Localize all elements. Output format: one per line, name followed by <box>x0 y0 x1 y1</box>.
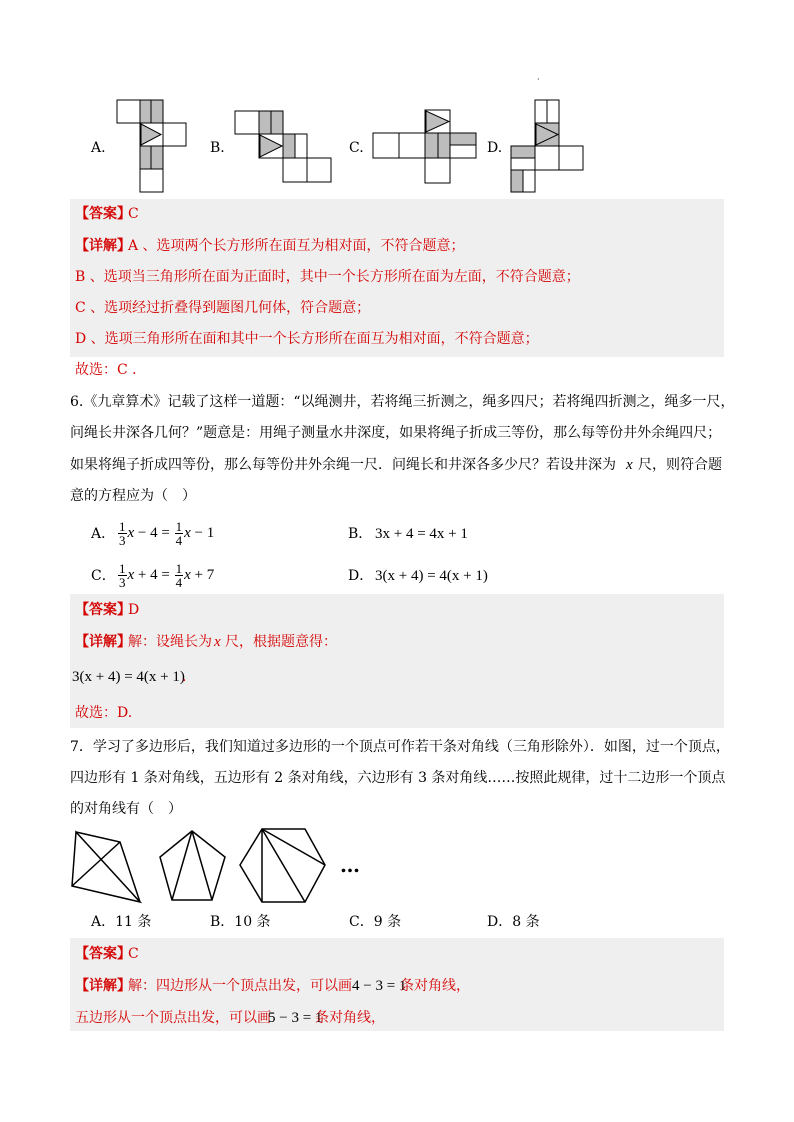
q5-answer-value: C <box>128 206 139 222</box>
q7-option-d: D．8 条 <box>487 914 540 930</box>
q6-option-a-label: A． <box>91 526 116 542</box>
q6-answer-value: D <box>128 602 140 618</box>
q5-conclusion: 故选：C . <box>75 362 137 378</box>
q5-detail-line: D 、选项三角形所在面和其中一个长方形所在面互为相对面，不符合题意； <box>75 331 539 347</box>
q7-detail-text: 条对角线， <box>315 1010 385 1026</box>
q5-net-d <box>510 99 585 194</box>
q7-detail-text: 条对角线， <box>400 978 470 994</box>
q7-detail-text: 解：四边形从一个顶点出发，可以画 <box>128 978 352 994</box>
q6-option-b-label: B． <box>348 526 373 542</box>
q5-answer-label: 【答案】 <box>75 206 131 222</box>
q6-detail-text: 解：设绳长为 <box>128 634 212 650</box>
q6-equation-end: ． <box>182 669 196 685</box>
q6-text-line: 问绳长井深各几何？”题意是：用绳子测量水井深度，如果将绳子折成三等份，那么每等份井外余绳四尺； <box>70 425 722 441</box>
q7-ellipsis: … <box>340 853 360 877</box>
q6-answer-label: 【答案】 <box>75 602 131 618</box>
q6-option-d-equation: 3(x + 4) = 4(x + 1) <box>375 568 488 584</box>
q7-answer-label: 【答案】 <box>75 946 131 962</box>
q6-text-line: 意的方程应为（ ） <box>70 488 196 504</box>
q5-detail-line: A 、选项两个长方形所在面互为相对面，不符合题意； <box>128 238 465 254</box>
q6-conclusion: 故选：D. <box>75 705 133 721</box>
q7-option-a: A．11 条 <box>91 914 152 930</box>
q5-net-c <box>372 109 482 187</box>
q7-hexagon <box>237 826 327 906</box>
q7-detail-text: 五边形从一个顶点出发，可以画 <box>75 1010 271 1026</box>
q7-pentagon <box>157 828 237 908</box>
q7-detail-equation: 4 − 3 = 1 <box>352 978 407 994</box>
q6-option-c-equation: $\frac{1}{3}$ x + 4 = $\frac{1}{4}$ x + 7 <box>119 561 215 591</box>
q7-text-line: 四边形有 1 条对角线，五边形有 2 条对角线，六边形有 3 条对角线……按照此规律，过十二边形一个顶点 <box>70 770 726 786</box>
q6-detail-text: 尺，根据题意得： <box>225 634 337 650</box>
q6-option-d-label: D． <box>348 568 374 584</box>
q5-detail-line: C 、选项经过折叠得到题图几何体，符合题意； <box>75 300 371 316</box>
q7-detail-equation: 5 − 3 = 1 <box>268 1010 323 1026</box>
q7-text-line: 7．学习了多边形后，我们知道过多边形的一个顶点可作若干条对角线（三角形除外）．如图，过一个顶点， <box>70 739 730 755</box>
q6-text-line: 如果将绳子折成四等份，那么每等份井外余绳一尺．问绳长和井深各多少尺？若设井深为 <box>70 457 616 473</box>
q7-option-c: C．9 条 <box>349 914 402 930</box>
q5-option-b-label: B. <box>210 140 225 156</box>
q7-detail-label: 【详解】 <box>75 978 131 994</box>
q5-net-a <box>115 99 190 194</box>
q5-option-a-label: A. <box>91 140 106 156</box>
q6-text-line: 尺，则符合题 <box>638 457 722 473</box>
q7-quadrilateral <box>70 828 150 908</box>
q6-equation: 3(x + 4) = 4(x + 1) <box>72 669 185 685</box>
q6-option-b-equation: 3x + 4 = 4x + 1 <box>375 526 468 542</box>
q5-option-c-label: C. <box>349 140 364 156</box>
q6-var-x: x <box>626 457 633 473</box>
q6-detail-var: x <box>214 634 221 650</box>
q7-answer-value: C <box>128 946 139 962</box>
q5-detail-line: B 、选项当三角形所在面为正面时，其中一个长方形所在面为左面，不符合题意； <box>75 269 580 285</box>
q6-text-line: 6.《九章算术》记载了这样一道题：“以绳测井，若将绳三折测之，绳多四尺；若将绳四折测之，绳多一尺， <box>70 394 735 410</box>
q6-detail-label: 【详解】 <box>75 634 131 650</box>
q5-net-b <box>234 110 334 185</box>
q7-option-b: B．10 条 <box>210 914 271 930</box>
q5-detail-label: 【详解】 <box>75 238 131 254</box>
q7-text-line: 的对角线有（ ） <box>70 801 182 817</box>
q6-option-a-equation: $\frac{1}{3}$ x − 4 = $\frac{1}{4}$ x − 1 <box>119 519 215 549</box>
q6-answer-box <box>70 594 724 728</box>
stray-dot: · <box>537 75 540 84</box>
q5-option-d-label: D. <box>487 140 503 156</box>
q6-option-c-label: C． <box>91 568 116 584</box>
